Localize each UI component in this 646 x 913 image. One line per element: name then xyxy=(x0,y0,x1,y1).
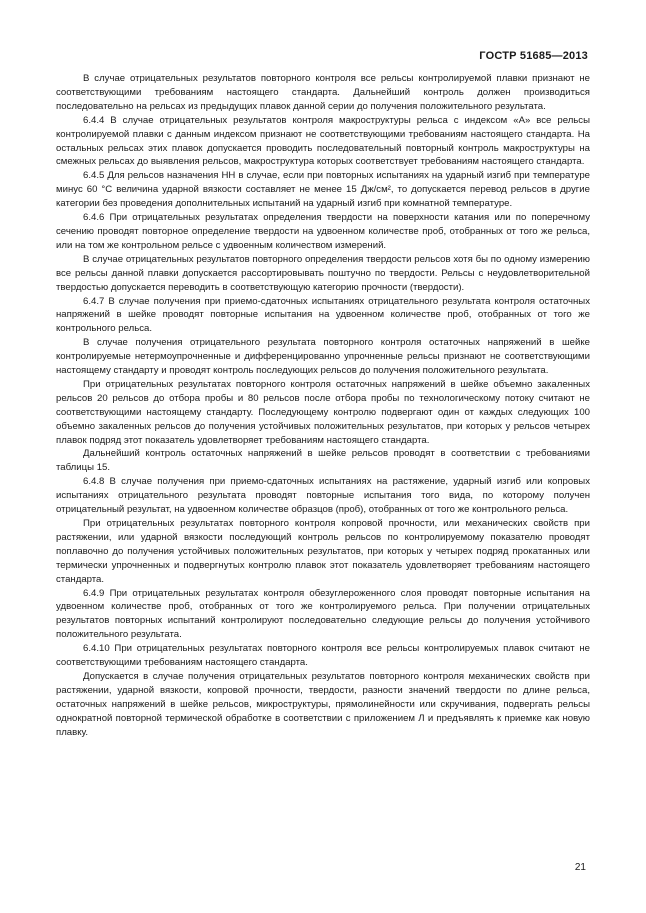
standard-header: ГОСТР 51685—2013 xyxy=(479,50,588,62)
paragraph: 6.4.8 В случае получения при приемо-сдаточных испытаниях на растяжение, ударный изгиб или копровых испытаниях отрицательного результата проводят повторные испытания того вида, по которому получен отрицательный результат, на удвоенном количестве образцов (проб), отобранных от того же контрольного рельса. xyxy=(56,476,590,516)
paragraph: 6.4.6 При отрицательных результатах определения твердости на поверхности катания или по поперечному сечению проводят повторное определение твердости на удвоенном количестве проб, отобранных от того же рельса, или на том же контрольном рельсе с удвоенным количеством измерений. xyxy=(56,212,590,251)
paragraph: 6.4.10 При отрицательных результатах повторного контроля все рельсы контролируемых плавок считают не соответствующими требованиям настоящего стандарта. xyxy=(56,643,590,669)
paragraph: 6.4.7 В случае получения при приемо-сдаточных испытаниях отрицательного результата контроля остаточных напряжений в шейке проводят повторные испытания на удвоенном количестве проб, отобранных от того же контрольного рельса. xyxy=(56,295,590,335)
paragraph: Дальнейший контроль остаточных напряжений в шейке рельсов проводят в соответствии с требованиями таблицы 15. xyxy=(56,448,590,474)
paragraph: 6.4.4 В случае отрицательных результатов контроля макроструктуры рельса с индексом «А» все рельсы контролируемой плавки с данным индексом признают не соответствующими требованиям настоящего стандарта. На остальных рельсах этих плавок допускается проводить последовательный повторный контроль макроструктуры на смежных рельсах до выявления рельсов, макроструктура которых соответствует требованиям настоящего стандарта. xyxy=(56,114,590,168)
paragraph: Допускается в случае получения отрицательных результатов повторного контроля механических свойств при растяжении, ударной вязкости, копровой прочности, твердости, разности значений твердости по длине рельса, остаточных напряжений в шейке рельсов, микроструктуры, прямолинейности или скручивания, подвергать рельсы однократной повторной термической обработке в соответствии с приложением Л и предъявлять к приемке как новую плавку. xyxy=(56,670,590,738)
paragraph: 6.4.5 Для рельсов назначения НН в случае, если при повторных испытаниях на ударный изгиб при температуре минус 60 °С величина ударной вязкости составляет не менее 15 Дж/см², то допускается перевод рельсов в другие категории без проведения дополнительных испытаний на ударный изгиб при комнатной температуре. xyxy=(56,170,590,210)
document-body xyxy=(56,72,590,740)
paragraph: 6.4.9 При отрицательных результатах контроля обезуглероженного слоя проводят повторные испытания на удвоенном количестве проб, отобранных от того же контролируемого рельса. При получении отрицательных результатов повторных испытаний контролируют последовательно следующие рельсы до получения устойчивого положительного результата. xyxy=(56,587,590,641)
paragraph: При отрицательных результатах повторного контроля копровой прочности, или механических свойств при растяжении, или ударной вязкости последующий контроль рельсов по контролируемому показателю проводят поплавочно до получения устойчивых положительных результатов, при которых у четырех подряд прокатанных или термически упрочненных и подвергнутых контролю плавок этот показатель удовлетворяет требованиям настоящего стандарта. xyxy=(56,518,590,585)
page-number: 21 xyxy=(574,862,586,873)
paragraph: При отрицательных результатах повторного контроля остаточных напряжений в шейке объемно закаленных рельсов 20 рельсов до отбора пробы и 80 рельсов после отбора пробы по технологическому потоку считают не соответствующими настоящему стандарту. Последующему контролю подвергают один от каждых следующих 100 объемно закаленных рельсов до получения устойчивых положительных результатов, при которых у рельсов четырех плавок подряд этот показатель удовлетворяет требованиям настоящего стандарта. xyxy=(56,378,590,446)
paragraph: В случае получения отрицательного результата повторного контроля остаточных напряжений в шейке контролируемые нетермоупрочненные и дифференцированно упрочненные рельсы признают не соответствующими настоящему стандарту и проводят контроль последующих рельсов до получения положительного результата. xyxy=(56,337,590,377)
paragraph: В случае отрицательных результатов повторного определения твердости рельсов хотя бы по одному измерению все рельсы данной плавки допускается рассортировывать поштучно по твердости. Рельсы с неудовлетворительной твердостью допускается переводить в соответствующую категорию прочности (твердости). xyxy=(56,253,590,293)
paragraph: В случае отрицательных результатов повторного контроля все рельсы контролируемой плавки признают не соответствующими требованиям настоящего стандарта. Дальнейший контроль должен производиться последовательно на рельсах из предыдущих плавок данной серии до получения положительного результата. xyxy=(56,73,590,112)
